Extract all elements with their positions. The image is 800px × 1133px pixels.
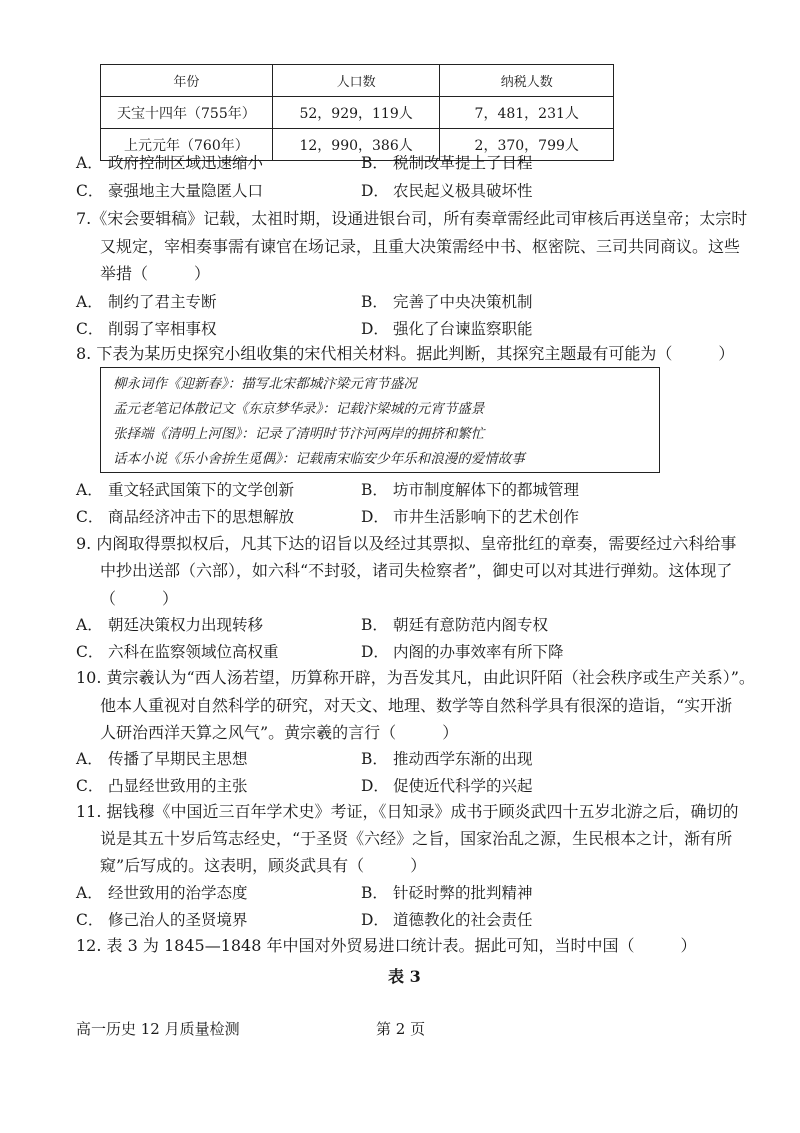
- q6-option-d: [361, 180, 533, 202]
- table-cell: 12，990，386人: [272, 129, 440, 161]
- q9-option-a: [76, 614, 263, 636]
- q11-stem-line-3: [100, 855, 426, 877]
- option-key: C．: [76, 508, 104, 526]
- stem-text: 举措（: [100, 264, 149, 283]
- option-text: 促使近代科学的兴起: [393, 777, 533, 795]
- q11-stem-line-2: 说是其五十岁后笃志经史，“于圣贤《六经》之旨，国家治乱之源，生民根本之计，渐有所: [100, 829, 733, 848]
- option-key: A．: [76, 481, 103, 499]
- option-key: C．: [76, 320, 104, 338]
- stem-text: 8. 下表为某历史探究小组收集的宋代相关材料。据此判断，其探究主题最有可能为（: [76, 344, 673, 363]
- q8-stem: [76, 343, 734, 365]
- q9-stem-line-2: 中抄出送部（六部），如六科“不封驳，诸司失检察者”，御史可以对其进行弹劾。这体现了: [100, 561, 733, 580]
- table-cell: 7，481，231人: [440, 97, 614, 129]
- answer-paren: ）: [442, 723, 459, 742]
- option-key: A．: [76, 293, 103, 311]
- option-key: B．: [361, 154, 388, 172]
- q10-option-d: [361, 775, 533, 797]
- q8-option-c: [76, 506, 294, 528]
- option-text: 朝廷决策权力出现转移: [108, 616, 264, 634]
- option-key: B．: [361, 293, 388, 311]
- option-key: A．: [76, 750, 103, 768]
- q8-materials-box: [100, 367, 660, 473]
- option-text: 六科在监察领域位高权重: [108, 643, 279, 661]
- q7-stem-line-3: [100, 263, 210, 285]
- q11-option-c: [76, 909, 248, 931]
- q9-option-c: [76, 641, 279, 663]
- q7-stem-line-2: 又规定，宰相奏事需有谏官在场记录，且重大决策需经中书、枢密院、三司共同商议。这些: [100, 237, 741, 256]
- option-text: 农民起义极具破坏性: [393, 182, 533, 200]
- table-cell: 上元元年（760年）: [101, 129, 273, 161]
- option-key: D．: [361, 320, 389, 338]
- option-text: 修己治人的圣贤境界: [108, 911, 248, 929]
- q9-option-b: [361, 614, 548, 636]
- q10-option-c: [76, 775, 248, 797]
- answer-paren: ）: [194, 264, 211, 283]
- option-key: D．: [361, 643, 389, 661]
- option-key: C．: [76, 643, 104, 661]
- option-text: 传播了早期民主思想: [108, 750, 248, 768]
- table-row: [101, 97, 614, 129]
- q10-option-b: [361, 748, 533, 770]
- q12-stem: [76, 935, 697, 957]
- option-text: 凸显经世致用的主张: [108, 777, 248, 795]
- q9-stem-line-1: 9. 内阁取得票拟权后，凡其下达的诏旨以及经过其票拟、皇帝批红的章奏，需要经过六科给事: [76, 534, 737, 553]
- q7-stem-line-1: 7.《宋会要辑稿》记载，太祖时期，设通进银台司，所有奏章需经此司审核后再送皇帝；太宗时: [76, 209, 748, 228]
- answer-paren: ）: [680, 936, 697, 955]
- stem-text: （: [100, 589, 117, 608]
- option-text: 朝廷有意防范内阁专权: [393, 616, 549, 634]
- option-text: 市井生活影响下的艺术创作: [393, 508, 580, 526]
- material-item: 柳永词作《迎新春》：描写北宋都城汴梁元宵节盛况: [113, 376, 417, 392]
- answer-paren: ）: [410, 856, 427, 875]
- q11-stem-line-1: 11. 据钱穆《中国近三百年学术史》考证，《日知录》成书于顾炎武四十五岁北游之后，确切的: [76, 802, 739, 821]
- answer-paren: ）: [162, 589, 179, 608]
- answer-paren: ）: [718, 344, 735, 363]
- table-cell: 52，929，119人: [272, 97, 440, 129]
- material-item: 张择端《清明上河图》：记录了清明时节汴河两岸的拥挤和繁忙: [113, 426, 485, 442]
- option-text: 道德教化的社会责任: [393, 911, 533, 929]
- stem-text: 人研治西洋天算之风气”。黄宗羲的言行（: [100, 723, 397, 742]
- table-header-row: [101, 65, 614, 97]
- option-key: A．: [76, 154, 103, 172]
- q9-option-d: [361, 641, 564, 663]
- q6-option-b: [361, 152, 533, 174]
- option-key: D．: [361, 182, 389, 200]
- table-cell: 2，370，799人: [440, 129, 614, 161]
- q9-stem-line-3: [100, 588, 178, 610]
- option-text: 强化了台谏监察职能: [393, 320, 533, 338]
- q10-option-a: [76, 748, 248, 770]
- q10-stem-line-3: [100, 722, 458, 744]
- q8-option-d: [361, 506, 579, 528]
- option-key: B．: [361, 750, 388, 768]
- option-key: A．: [76, 884, 103, 902]
- option-text: 税制改革提上了日程: [393, 154, 533, 172]
- q11-option-a: [76, 882, 248, 904]
- q7-option-a: [76, 291, 217, 313]
- option-text: 经世致用的治学态度: [108, 884, 248, 902]
- table-cell: 天宝十四年（755年）: [101, 97, 273, 129]
- option-text: 推动西学东渐的出现: [393, 750, 533, 768]
- option-text: 内阁的办事效率有所下降: [393, 643, 564, 661]
- q11-option-d: [361, 909, 533, 931]
- option-text: 重文轻武国策下的文学创新: [108, 481, 295, 499]
- option-key: B．: [361, 616, 388, 634]
- q10-stem-line-1: 10. 黄宗羲认为“西人汤若望，历算称开辟，为吾发其凡，由此识阡陌（社会秩序或生产关系）”。: [76, 668, 755, 687]
- material-item: 话本小说《乐小舍拚生觅偶》：记载南宋临安少年乐和浪漫的爱情故事: [113, 451, 525, 467]
- option-key: D．: [361, 508, 389, 526]
- table-3-caption: 表 3: [388, 967, 421, 986]
- option-text: 坊市制度解体下的都城管理: [393, 481, 580, 499]
- option-text: 削弱了宰相事权: [108, 320, 217, 338]
- option-text: 完善了中央决策机制: [393, 293, 533, 311]
- q8-option-a: [76, 479, 294, 501]
- stem-text: 12. 表 3 为 1845—1848 年中国对外贸易进口统计表。据此可知，当时中国（: [76, 936, 635, 955]
- option-text: 商品经济冲击下的思想解放: [108, 508, 295, 526]
- option-key: B．: [361, 884, 388, 902]
- option-key: C．: [76, 911, 104, 929]
- q7-option-c: [76, 318, 217, 340]
- q7-option-d: [361, 318, 533, 340]
- q11-option-b: [361, 882, 533, 904]
- option-key: C．: [76, 182, 104, 200]
- option-key: D．: [361, 777, 389, 795]
- option-text: 制约了君主专断: [108, 293, 217, 311]
- option-key: B．: [361, 481, 388, 499]
- option-key: C．: [76, 777, 104, 795]
- option-key: A．: [76, 616, 103, 634]
- q7-option-b: [361, 291, 533, 313]
- header-year: 年份: [101, 65, 273, 97]
- option-text: 豪强地主大量隐匿人口: [108, 182, 264, 200]
- option-text: 针砭时弊的批判精神: [393, 884, 533, 902]
- footer-page-number: 第 2 页: [376, 1020, 426, 1038]
- option-text: 政府控制区域迅速缩小: [108, 154, 264, 172]
- stem-text: 窥”后写成的。这表明，顾炎武具有（: [100, 856, 365, 875]
- q8-option-b: [361, 479, 579, 501]
- option-key: D．: [361, 911, 389, 929]
- q6-option-c: [76, 180, 263, 202]
- material-item: 孟元老笔记体散记文《东京梦华录》：记载汴梁城的元宵节盛景: [113, 401, 485, 417]
- header-population: 人口数: [272, 65, 440, 97]
- header-taxpayers: 纳税人数: [440, 65, 614, 97]
- footer-exam-title: 高一历史 12 月质量检测: [76, 1020, 240, 1038]
- q6-option-a: [76, 152, 263, 174]
- population-table: [100, 64, 614, 161]
- q10-stem-line-2: 他本人重视对自然科学的研究，对天文、地理、数学等自然科学具有很深的造诣，“实开浙: [100, 696, 733, 715]
